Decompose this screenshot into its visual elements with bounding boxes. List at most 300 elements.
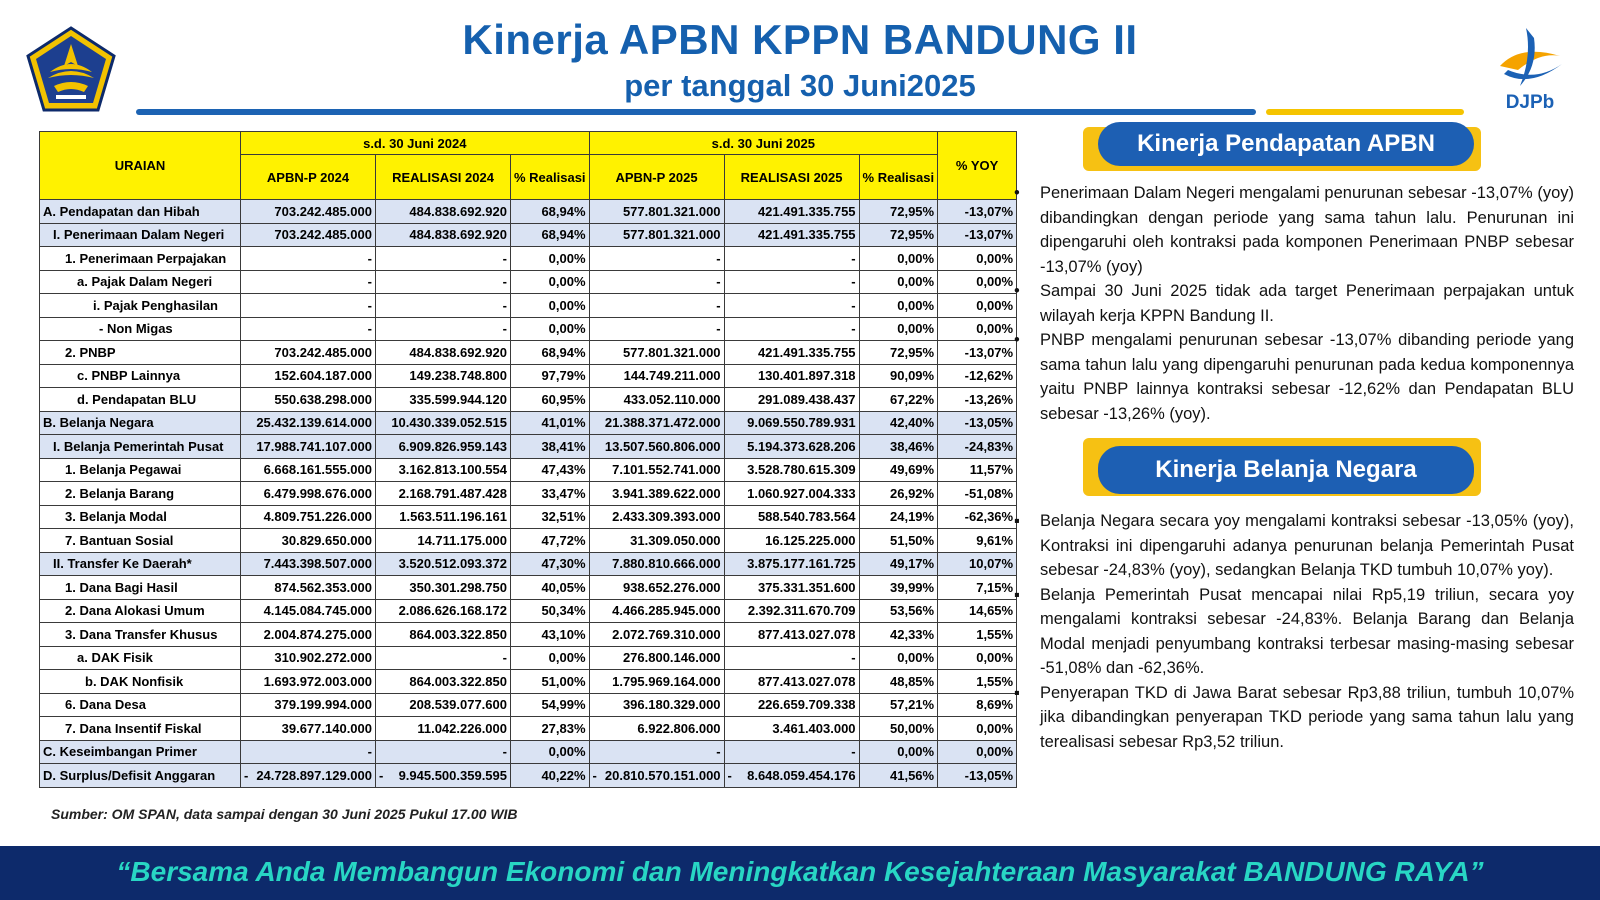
cell-pct-2025 [859, 270, 938, 294]
cell-pct-2024-text: 40,22% [541, 767, 586, 783]
cell-realisasi-2024 [376, 529, 511, 553]
cell-pct-2025-text: 0,00% [897, 321, 935, 337]
cell-realisasi-2024-text: 14.711.175.000 [417, 532, 507, 548]
cell-pct-2024-text: 68,94% [541, 344, 586, 360]
row-label-text: I. Belanja Pemerintah Pusat [53, 438, 224, 454]
cell-realisasi-2024 [376, 482, 511, 506]
row-label-text: c. PNBP Lainnya [77, 368, 181, 384]
cell-apbn-2025-text: 1.795.969.164.000 [612, 673, 721, 689]
cell-apbn-2025 [589, 599, 724, 623]
table-body [40, 200, 1017, 788]
cell-apbn-2024-text: 2.004.874.275.000 [263, 626, 372, 642]
cell-realisasi-2024-text: 149.238.748.800 [409, 368, 507, 384]
footer-tagline: “Bersama Anda Membangun Ekonomi dan Meningkatkan Kesejahteraan Masyarakat BANDUNG RAYA” [116, 856, 1484, 887]
cell-pct-2024-text: 40,05% [541, 579, 586, 595]
cell-pct-2024-text: 0,00% [548, 744, 586, 760]
table-row [40, 341, 1017, 365]
cell-yoy [938, 223, 1017, 247]
cell-apbn-2025 [589, 411, 724, 435]
cell-realisasi-2024 [376, 247, 511, 271]
cell-yoy [938, 740, 1017, 764]
cell-realisasi-2025-text: - [851, 250, 856, 266]
cell-realisasi-2025-text: 375.331.351.600 [757, 579, 856, 595]
cell-yoy [938, 552, 1017, 576]
cell-pct-2025 [859, 317, 938, 341]
cell-apbn-2024-text: - [367, 321, 372, 337]
cell-pct-2025-text: 26,92% [890, 485, 935, 501]
pendapatan-bullet-list [1014, 181, 1574, 426]
pendapatan-bullet-text: Penerimaan Dalam Negeri mengalami penurunan sebesar -13,07% (yoy) dibandingkan dengan periode yang sama tahun lalu. Penurunan ini dipengaruhi oleh kontraksi pada komponen Penerimaan PNBP sebesar -13,07% (yoy) [1040, 184, 1574, 276]
table-row [40, 670, 1017, 694]
cell-apbn-2024 [241, 458, 376, 482]
cell-realisasi-2024 [376, 670, 511, 694]
pendapatan-bullet-text: Sampai 30 Juni 2025 tidak ada target Penerimaan perpajakan untuk wilayah kerja KPPN Bandung II. [1040, 282, 1574, 325]
row-label [40, 623, 241, 647]
cell-pct-2025 [859, 599, 938, 623]
cell-apbn-2024 [241, 576, 376, 600]
cell-pct-2025 [859, 388, 938, 412]
row-label-text: 2. Dana Alokasi Umum [65, 603, 205, 619]
table-row [40, 505, 1017, 529]
cell-pct-2024 [511, 411, 590, 435]
cell-pct-2025 [859, 670, 938, 694]
cell-yoy-text: -13,07% [964, 344, 1014, 360]
cell-apbn-2025-text: 938.652.276.000 [622, 579, 721, 595]
cell-yoy-text: 9,61% [976, 532, 1014, 548]
cell-apbn-2025 [589, 317, 724, 341]
row-label [40, 341, 241, 365]
header-rule-blue [136, 109, 1256, 115]
cell-realisasi-2025 [724, 411, 859, 435]
cell-apbn-2025-text: 577.801.321.000 [622, 227, 721, 243]
cell-apbn-2025-text: 21.388.371.472.000 [604, 415, 721, 431]
cell-pct-2025 [859, 764, 938, 788]
cell-realisasi-2025-text: 2.392.311.670.709 [747, 603, 856, 619]
row-label [40, 270, 241, 294]
cell-realisasi-2024 [376, 764, 511, 788]
cell-pct-2025-text: 72,95% [890, 203, 935, 219]
cell-apbn-2024-text: 24.728.897.129.000 [256, 767, 372, 783]
cell-yoy [938, 529, 1017, 553]
cell-pct-2025 [859, 693, 938, 717]
row-label [40, 247, 241, 271]
row-label-text: 3. Belanja Modal [65, 509, 167, 525]
cell-pct-2025-text: 72,95% [890, 344, 935, 360]
cell-pct-2025-text: 72,95% [890, 227, 935, 243]
cell-realisasi-2025 [724, 364, 859, 388]
cell-realisasi-2024-text: - [502, 321, 507, 337]
djpb-logo-icon [1490, 26, 1570, 114]
cell-pct-2024-text: 47,30% [541, 556, 586, 572]
cell-yoy-text: -13,05% [964, 767, 1014, 783]
cell-pct-2025-text: 53,56% [890, 603, 935, 619]
cell-realisasi-2024-text: 208.539.077.600 [409, 697, 507, 713]
cell-pct-2024-text: 38,41% [541, 438, 586, 454]
cell-pct-2025-text: 39,99% [890, 579, 935, 595]
cell-apbn-2025-text: - [716, 274, 721, 290]
cell-apbn-2025 [589, 270, 724, 294]
kemenkeu-emblem-icon [26, 26, 116, 112]
cell-pct-2024 [511, 670, 590, 694]
cell-apbn-2024 [241, 623, 376, 647]
cell-apbn-2024-text: 703.242.485.000 [274, 227, 372, 243]
cell-realisasi-2025-text: 877.413.027.078 [757, 626, 856, 642]
cell-apbn-2024 [241, 411, 376, 435]
cell-apbn-2024 [241, 388, 376, 412]
cell-realisasi-2024-text: 1.563.511.196.161 [399, 509, 507, 525]
table-row [40, 623, 1017, 647]
cell-yoy [938, 341, 1017, 365]
cell-pct-2025 [859, 341, 938, 365]
cell-pct-2024-text: 0,00% [548, 321, 586, 337]
cell-apbn-2024-text: 874.562.353.000 [274, 579, 372, 595]
cell-pct-2025-text: 0,00% [897, 274, 935, 290]
cell-apbn-2025-text: 433.052.110.000 [623, 391, 721, 407]
table-row [40, 200, 1017, 224]
cell-apbn-2025-text: 577.801.321.000 [622, 344, 721, 360]
negative-sign: - [727, 767, 732, 783]
row-label-text: a. Pajak Dalam Negeri [77, 274, 213, 290]
cell-apbn-2025-text: - [716, 744, 721, 760]
cell-pct-2024-text: 43,10% [541, 626, 586, 642]
cell-yoy-text: -62,36% [964, 509, 1014, 525]
bullet-marker-icon: ▪ [1014, 585, 1020, 604]
cell-realisasi-2024 [376, 599, 511, 623]
cell-apbn-2024 [241, 223, 376, 247]
belanja-bullet-text: Belanja Pemerintah Pusat mencapai nilai Rp5,19 triliun, secara yoy mengalami kontraksi sebesar -24,83%. Belanja Barang dan Belanja Modal menjadi penyumbang kontraksi terbesar masing-masing sebesar -51,08% dan -62,36%. [1040, 585, 1574, 677]
cell-apbn-2025 [589, 341, 724, 365]
cell-pct-2024 [511, 717, 590, 741]
cell-pct-2024 [511, 552, 590, 576]
cell-pct-2025 [859, 364, 938, 388]
cell-apbn-2025 [589, 364, 724, 388]
cell-apbn-2024 [241, 435, 376, 459]
row-label-text: 1. Dana Bagi Hasil [65, 579, 178, 595]
cell-pct-2024-text: 27,83% [541, 720, 586, 736]
cell-pct-2025-text: 57,21% [890, 697, 935, 713]
cell-pct-2025-text: 48,85% [890, 673, 935, 689]
cell-yoy [938, 247, 1017, 271]
row-label-text: 7. Dana Insentif Fiskal [65, 720, 202, 736]
pendapatan-bullet [1014, 279, 1574, 328]
cell-apbn-2025 [589, 388, 724, 412]
negative-sign: - [592, 767, 597, 783]
row-label [40, 317, 241, 341]
cell-apbn-2024 [241, 740, 376, 764]
row-label [40, 693, 241, 717]
col-pct-realisasi-2024: % Realisasi [511, 155, 590, 200]
cell-yoy [938, 317, 1017, 341]
row-label-text: d. Pendapatan BLU [77, 391, 197, 407]
cell-apbn-2024 [241, 693, 376, 717]
row-label-text: D. Surplus/Defisit Anggaran [43, 767, 216, 783]
cell-pct-2025 [859, 552, 938, 576]
cell-apbn-2024 [241, 599, 376, 623]
row-label [40, 435, 241, 459]
row-label-text: 1. Belanja Pegawai [65, 462, 182, 478]
cell-realisasi-2025 [724, 200, 859, 224]
cell-realisasi-2024 [376, 411, 511, 435]
cell-apbn-2024-text: - [367, 250, 372, 266]
cell-pct-2025-text: 24,19% [890, 509, 935, 525]
footer-bar [0, 846, 1600, 900]
cell-apbn-2025 [589, 482, 724, 506]
table-row [40, 552, 1017, 576]
cell-realisasi-2024-text: 9.945.500.359.595 [398, 767, 507, 783]
belanja-heading: Kinerja Belanja Negara [1098, 446, 1474, 494]
cell-pct-2024-text: 97,79% [541, 368, 586, 384]
cell-yoy-text: 0,00% [976, 321, 1014, 337]
cell-pct-2025-text: 51,50% [890, 532, 935, 548]
cell-realisasi-2025 [724, 482, 859, 506]
cell-pct-2024 [511, 247, 590, 271]
cell-apbn-2024 [241, 552, 376, 576]
cell-yoy [938, 458, 1017, 482]
cell-realisasi-2024-text: 2.168.791.487.428 [398, 485, 507, 501]
cell-pct-2025-text: 0,00% [897, 744, 935, 760]
cell-pct-2025-text: 42,33% [890, 626, 935, 642]
row-label [40, 646, 241, 670]
cell-realisasi-2025-text: 5.194.373.628.206 [747, 438, 856, 454]
table-row [40, 223, 1017, 247]
cell-apbn-2025-text: 6.922.806.000 [637, 720, 721, 736]
row-label-text: C. Keseimbangan Primer [43, 744, 197, 760]
cell-yoy-text: -13,26% [964, 391, 1014, 407]
bullet-marker-icon: ▪ [1014, 683, 1020, 702]
cell-yoy-text: 0,00% [976, 720, 1014, 736]
cell-apbn-2024-text: 6.668.161.555.000 [263, 462, 372, 478]
cell-pct-2024 [511, 294, 590, 318]
cell-apbn-2024 [241, 247, 376, 271]
cell-apbn-2025-text: - [716, 321, 721, 337]
cell-yoy-text: -51,08% [964, 485, 1014, 501]
cell-apbn-2024 [241, 505, 376, 529]
cell-pct-2025 [859, 505, 938, 529]
cell-yoy [938, 411, 1017, 435]
cell-apbn-2025 [589, 529, 724, 553]
cell-yoy [938, 623, 1017, 647]
cell-apbn-2024-text: 4.809.751.226.000 [263, 509, 372, 525]
cell-realisasi-2024-text: - [502, 250, 507, 266]
cell-realisasi-2024-text: 864.003.322.850 [409, 626, 507, 642]
table-row [40, 693, 1017, 717]
cell-yoy-text: 8,69% [976, 697, 1014, 713]
cell-apbn-2025-text: 276.800.146.000 [622, 650, 721, 666]
cell-realisasi-2024-text: 484.838.692.920 [409, 203, 507, 219]
cell-realisasi-2025 [724, 693, 859, 717]
cell-yoy [938, 764, 1017, 788]
cell-apbn-2024 [241, 764, 376, 788]
cell-pct-2024 [511, 435, 590, 459]
cell-apbn-2025 [589, 646, 724, 670]
row-label [40, 458, 241, 482]
col-period-2024: s.d. 30 Juni 2024 [241, 132, 590, 155]
row-label [40, 764, 241, 788]
cell-apbn-2024-text: 703.242.485.000 [274, 344, 372, 360]
cell-yoy-text: -13,07% [964, 203, 1014, 219]
table-row [40, 270, 1017, 294]
cell-realisasi-2024-text: 335.599.944.120 [409, 391, 507, 407]
row-label [40, 670, 241, 694]
cell-apbn-2025 [589, 764, 724, 788]
cell-yoy [938, 294, 1017, 318]
cell-realisasi-2024 [376, 270, 511, 294]
cell-realisasi-2025 [724, 764, 859, 788]
cell-realisasi-2025 [724, 341, 859, 365]
table-row [40, 646, 1017, 670]
row-label [40, 599, 241, 623]
cell-pct-2024 [511, 364, 590, 388]
cell-realisasi-2024-text: 2.086.626.168.172 [398, 603, 507, 619]
cell-apbn-2024-text: 7.443.398.507.000 [263, 556, 372, 572]
row-label [40, 576, 241, 600]
cell-apbn-2025-text: 4.466.285.945.000 [612, 603, 721, 619]
row-label-text: 1. Penerimaan Perpajakan [65, 250, 227, 266]
cell-pct-2024 [511, 200, 590, 224]
cell-pct-2025-text: 0,00% [897, 250, 935, 266]
cell-realisasi-2025-text: - [851, 650, 856, 666]
cell-apbn-2024-text: - [367, 744, 372, 760]
cell-realisasi-2025-text: 421.491.335.755 [757, 203, 856, 219]
cell-pct-2024-text: 60,95% [541, 391, 586, 407]
cell-realisasi-2025-text: - [851, 274, 856, 290]
cell-apbn-2024-text: 703.242.485.000 [274, 203, 372, 219]
bullet-marker-icon: • [1014, 282, 1020, 300]
row-label-text: 2. Belanja Barang [65, 485, 175, 501]
cell-yoy-text: 1,55% [976, 626, 1014, 642]
negative-sign: - [379, 767, 384, 783]
cell-realisasi-2025-text: 8.648.059.454.176 [747, 767, 856, 783]
cell-pct-2024 [511, 223, 590, 247]
cell-realisasi-2025 [724, 458, 859, 482]
cell-apbn-2025 [589, 623, 724, 647]
cell-pct-2024-text: 68,94% [541, 203, 586, 219]
cell-yoy [938, 364, 1017, 388]
cell-realisasi-2025-text: 3.461.403.000 [772, 720, 856, 736]
cell-realisasi-2025 [724, 740, 859, 764]
cell-pct-2025-text: 42,40% [890, 415, 935, 431]
col-period-2025: s.d. 30 Juni 2025 [589, 132, 938, 155]
table-row [40, 764, 1017, 788]
cell-apbn-2025 [589, 576, 724, 600]
cell-pct-2025 [859, 247, 938, 271]
cell-apbn-2025 [589, 670, 724, 694]
cell-apbn-2024-text: 379.199.994.000 [274, 697, 372, 713]
cell-pct-2025 [859, 411, 938, 435]
row-label-text: II. Transfer Ke Daerah* [53, 556, 192, 572]
cell-pct-2025 [859, 623, 938, 647]
cell-apbn-2024 [241, 364, 376, 388]
cell-pct-2025-text: 0,00% [897, 297, 935, 313]
cell-yoy-text: 0,00% [976, 297, 1014, 313]
cell-realisasi-2025-text: 421.491.335.755 [757, 227, 856, 243]
cell-pct-2025-text: 41,56% [890, 767, 935, 783]
cell-yoy [938, 388, 1017, 412]
pendapatan-bullet [1014, 328, 1574, 426]
cell-yoy [938, 435, 1017, 459]
cell-realisasi-2025-text: 226.659.709.338 [757, 697, 856, 713]
cell-pct-2025 [859, 435, 938, 459]
cell-realisasi-2025 [724, 270, 859, 294]
belanja-bullet [1014, 583, 1574, 681]
cell-pct-2025 [859, 717, 938, 741]
cell-pct-2025 [859, 482, 938, 506]
cell-yoy-text: 0,00% [976, 274, 1014, 290]
bullet-marker-icon: ▪ [1014, 512, 1020, 530]
cell-apbn-2024-text: 39.677.140.000 [281, 720, 372, 736]
cell-realisasi-2024 [376, 435, 511, 459]
cell-apbn-2025 [589, 223, 724, 247]
row-label-text: 6. Dana Desa [65, 697, 146, 713]
cell-yoy [938, 717, 1017, 741]
cell-pct-2024 [511, 388, 590, 412]
cell-pct-2025 [859, 646, 938, 670]
cell-yoy [938, 200, 1017, 224]
cell-realisasi-2025-text: 588.540.783.564 [757, 509, 856, 525]
cell-realisasi-2024 [376, 693, 511, 717]
row-label [40, 200, 241, 224]
cell-yoy-text: 11,57% [969, 462, 1014, 478]
cell-realisasi-2025 [724, 717, 859, 741]
cell-pct-2024 [511, 270, 590, 294]
row-label [40, 388, 241, 412]
cell-apbn-2024-text: 1.693.972.003.000 [263, 673, 372, 689]
cell-realisasi-2025 [724, 388, 859, 412]
cell-yoy-text: -12,62% [964, 368, 1014, 384]
cell-realisasi-2024 [376, 717, 511, 741]
cell-realisasi-2024 [376, 623, 511, 647]
cell-apbn-2025-text: 2.072.769.310.000 [612, 626, 721, 642]
cell-realisasi-2025 [724, 670, 859, 694]
cell-apbn-2025-text: 2.433.309.393.000 [612, 509, 721, 525]
cell-pct-2025 [859, 576, 938, 600]
row-label [40, 740, 241, 764]
row-label [40, 482, 241, 506]
row-label-text: 2. PNBP [65, 344, 116, 360]
belanja-bullet-list [1014, 509, 1574, 754]
table-row [40, 364, 1017, 388]
cell-yoy [938, 646, 1017, 670]
col-realisasi-2025: REALISASI 2025 [724, 155, 859, 200]
cell-realisasi-2024 [376, 341, 511, 365]
cell-yoy-text: 14,65% [969, 603, 1014, 619]
cell-realisasi-2024 [376, 576, 511, 600]
cell-yoy-text: 0,00% [976, 744, 1014, 760]
cell-realisasi-2024 [376, 294, 511, 318]
cell-pct-2024 [511, 341, 590, 365]
cell-pct-2024 [511, 529, 590, 553]
belanja-bullet [1014, 509, 1574, 583]
cell-realisasi-2025 [724, 623, 859, 647]
cell-apbn-2024-text: 17.988.741.107.000 [256, 438, 372, 454]
cell-realisasi-2025-text: - [851, 744, 856, 760]
cell-apbn-2025 [589, 200, 724, 224]
cell-pct-2025-text: 67,22% [890, 391, 935, 407]
cell-pct-2024-text: 0,00% [548, 250, 586, 266]
cell-apbn-2024-text: 4.145.084.745.000 [263, 603, 372, 619]
col-uraian: URAIAN [40, 132, 241, 200]
cell-realisasi-2024 [376, 740, 511, 764]
cell-pct-2024-text: 32,51% [541, 509, 586, 525]
cell-pct-2025 [859, 223, 938, 247]
cell-realisasi-2025-text: 16.125.225.000 [765, 532, 856, 548]
row-label [40, 505, 241, 529]
cell-realisasi-2024 [376, 200, 511, 224]
header-rule-gold [1266, 109, 1464, 115]
row-label [40, 529, 241, 553]
cell-yoy [938, 270, 1017, 294]
negative-sign: - [244, 767, 249, 783]
